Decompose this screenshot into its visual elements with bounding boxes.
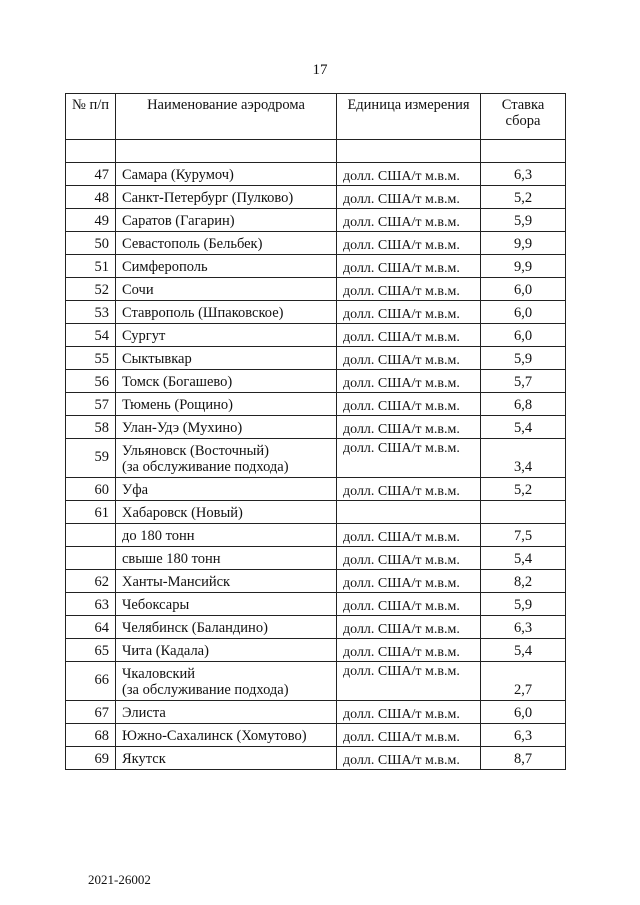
airport-name (116, 524, 337, 547)
row-number: 50 (66, 232, 116, 255)
airport-name-line: Симферополь (122, 259, 208, 276)
table-row (66, 501, 566, 524)
document-number: 2021-26002 (88, 872, 151, 887)
airport-name (116, 347, 337, 370)
row-number (66, 524, 116, 547)
row-number: 58 (66, 416, 116, 439)
unit: долл. США/т м.в.м. (337, 478, 481, 501)
row-number: 56 (66, 370, 116, 393)
unit: долл. США/т м.в.м. (337, 393, 481, 416)
airport-name (116, 278, 337, 301)
unit: долл. США/т м.в.м. (337, 701, 481, 724)
airport-name-note: (за обслуживание подхода) (122, 682, 289, 699)
airport-name (116, 186, 337, 209)
fee-rate: 9,9 (481, 255, 566, 278)
table-body (66, 140, 566, 770)
airport-name (116, 570, 337, 593)
fee-rate: 5,9 (481, 347, 566, 370)
row-number: 67 (66, 701, 116, 724)
airport-name-line: Ульяновск (Восточный) (122, 442, 269, 459)
airport-name-line: Чкаловский (122, 665, 196, 682)
table-row (66, 347, 566, 370)
airport-name (116, 662, 337, 701)
unit: долл. США/т м.в.м. (337, 255, 481, 278)
unit: долл. США/т м.в.м. (337, 232, 481, 255)
airport-name (116, 747, 337, 770)
table-row (66, 370, 566, 393)
unit: долл. США/т м.в.м. (337, 416, 481, 439)
airport-name-line: Ставрополь (Шпаковское) (122, 305, 284, 322)
row-number: 55 (66, 347, 116, 370)
table-row (66, 209, 566, 232)
table-row (66, 232, 566, 255)
table-row (66, 616, 566, 639)
row-number: 57 (66, 393, 116, 416)
row-number: 62 (66, 570, 116, 593)
unit: долл. США/т м.в.м. (337, 186, 481, 209)
table-spacer-row (66, 140, 566, 163)
unit: долл. США/т м.в.м. (337, 639, 481, 662)
airport-name (116, 301, 337, 324)
airport-name (116, 478, 337, 501)
unit: долл. США/т м.в.м. (337, 724, 481, 747)
fee-rate: 5,4 (481, 416, 566, 439)
fee-rate: 5,4 (481, 547, 566, 570)
airport-name (116, 324, 337, 347)
row-number: 52 (66, 278, 116, 301)
fee-rate: 5,9 (481, 593, 566, 616)
airport-name-line: Хабаровск (Новый) (122, 505, 243, 522)
unit: долл. США/т м.в.м. (337, 547, 481, 570)
row-number: 64 (66, 616, 116, 639)
fee-rate: 7,5 (481, 524, 566, 547)
fee-rate: 8,2 (481, 570, 566, 593)
airport-name (116, 393, 337, 416)
table-row (66, 186, 566, 209)
page-number: 17 (312, 62, 328, 78)
airport-name-line: Санкт-Петербург (Пулково) (122, 190, 294, 207)
airport-name-line: Севастополь (Бельбек) (122, 236, 263, 253)
fee-rate: 5,2 (481, 186, 566, 209)
row-number: 54 (66, 324, 116, 347)
airport-name-line: Сочи (122, 282, 154, 299)
unit: долл. США/т м.в.м. (337, 324, 481, 347)
table-row (66, 324, 566, 347)
fee-rate: 5,4 (481, 639, 566, 662)
fee-rate: 5,9 (481, 209, 566, 232)
unit: долл. США/т м.в.м. (337, 347, 481, 370)
unit: долл. США/т м.в.м. (337, 570, 481, 593)
fee-rate: 5,2 (481, 478, 566, 501)
fee-rate: 6,0 (481, 324, 566, 347)
row-number: 53 (66, 301, 116, 324)
row-number: 65 (66, 639, 116, 662)
unit: долл. США/т м.в.м. (337, 301, 481, 324)
row-number: 60 (66, 478, 116, 501)
row-number: 51 (66, 255, 116, 278)
airport-name-line: Чита (Кадала) (122, 643, 209, 660)
unit: долл. США/т м.в.м. (337, 593, 481, 616)
airport-fees-table (65, 93, 566, 770)
row-number: 69 (66, 747, 116, 770)
table-row (66, 393, 566, 416)
airport-name-line: свыше 180 тонн (122, 551, 221, 568)
airport-name (116, 547, 337, 570)
unit: долл. США/т м.в.м. (337, 747, 481, 770)
fee-rate: 6,8 (481, 393, 566, 416)
row-number: 61 (66, 501, 116, 524)
airport-name (116, 701, 337, 724)
unit: долл. США/т м.в.м. (337, 662, 481, 701)
row-number: 49 (66, 209, 116, 232)
fee-rate: 6,0 (481, 301, 566, 324)
airport-name (116, 209, 337, 232)
row-number: 47 (66, 163, 116, 186)
airport-name-line: Самара (Курумоч) (122, 167, 234, 184)
fee-rate: 6,3 (481, 724, 566, 747)
airport-name (116, 255, 337, 278)
airport-name (116, 593, 337, 616)
unit: долл. США/т м.в.м. (337, 278, 481, 301)
table-row (66, 439, 566, 478)
table-row (66, 701, 566, 724)
airport-name-line: Тюмень (Рощино) (122, 397, 233, 414)
airport-name-line: Томск (Богашево) (122, 374, 233, 391)
unit: долл. США/т м.в.м. (337, 163, 481, 186)
unit: долл. США/т м.в.м. (337, 616, 481, 639)
unit: долл. США/т м.в.м. (337, 209, 481, 232)
row-number: 66 (66, 662, 116, 701)
row-number: 48 (66, 186, 116, 209)
fee-rate: 3,4 (481, 439, 566, 478)
header-name: Наименование аэродрома (116, 94, 337, 140)
airport-name-line: Улан-Удэ (Мухино) (122, 420, 243, 437)
fee-rate: 6,0 (481, 278, 566, 301)
table-row (66, 570, 566, 593)
header-rate: Ставка сбора (481, 94, 566, 140)
fee-rate: 6,3 (481, 616, 566, 639)
table-row (66, 747, 566, 770)
table-header-row (66, 94, 566, 140)
table-row (66, 278, 566, 301)
table-row (66, 524, 566, 547)
fee-rate: 5,7 (481, 370, 566, 393)
row-number: 63 (66, 593, 116, 616)
fee-rate: 9,9 (481, 232, 566, 255)
airport-name-line: до 180 тонн (122, 528, 195, 545)
fee-rate: 8,7 (481, 747, 566, 770)
airport-name-line: Ханты-Мансийск (122, 574, 231, 591)
table-row (66, 255, 566, 278)
table-row (66, 416, 566, 439)
unit: долл. США/т м.в.м. (337, 524, 481, 547)
table-row (66, 724, 566, 747)
fee-rate (481, 501, 566, 524)
table-row (66, 639, 566, 662)
airport-name-line: Элиста (122, 705, 166, 722)
table-row (66, 478, 566, 501)
airport-name-line: Уфа (122, 482, 149, 499)
airport-name-line: Чебоксары (122, 597, 190, 614)
airport-name-line: Сургут (122, 328, 166, 345)
airport-name (116, 639, 337, 662)
airport-name-line: Сыктывкар (122, 351, 192, 368)
airport-name-line: Южно-Сахалинск (Хомутово) (122, 728, 307, 745)
airport-name-line: Якутск (122, 751, 166, 768)
airport-name (116, 416, 337, 439)
table-row (66, 662, 566, 701)
unit (337, 501, 481, 524)
fee-rate: 6,3 (481, 163, 566, 186)
table-row (66, 547, 566, 570)
row-number: 59 (66, 439, 116, 478)
airport-name (116, 616, 337, 639)
row-number: 68 (66, 724, 116, 747)
airport-name (116, 501, 337, 524)
airport-name (116, 724, 337, 747)
row-number (66, 547, 116, 570)
header-unit: Единица измерения (337, 94, 481, 140)
fee-rate: 2,7 (481, 662, 566, 701)
table-row (66, 301, 566, 324)
airport-name-line: Саратов (Гагарин) (122, 213, 235, 230)
airport-name (116, 232, 337, 255)
table-row (66, 593, 566, 616)
header-num: № п/п (66, 94, 116, 140)
unit: долл. США/т м.в.м. (337, 370, 481, 393)
airport-name (116, 370, 337, 393)
airport-name (116, 163, 337, 186)
airport-name-line: Челябинск (Баландино) (122, 620, 268, 637)
table-row (66, 163, 566, 186)
unit: долл. США/т м.в.м. (337, 439, 481, 478)
airport-name-note: (за обслуживание подхода) (122, 459, 289, 476)
airport-name (116, 439, 337, 478)
fee-rate: 6,0 (481, 701, 566, 724)
